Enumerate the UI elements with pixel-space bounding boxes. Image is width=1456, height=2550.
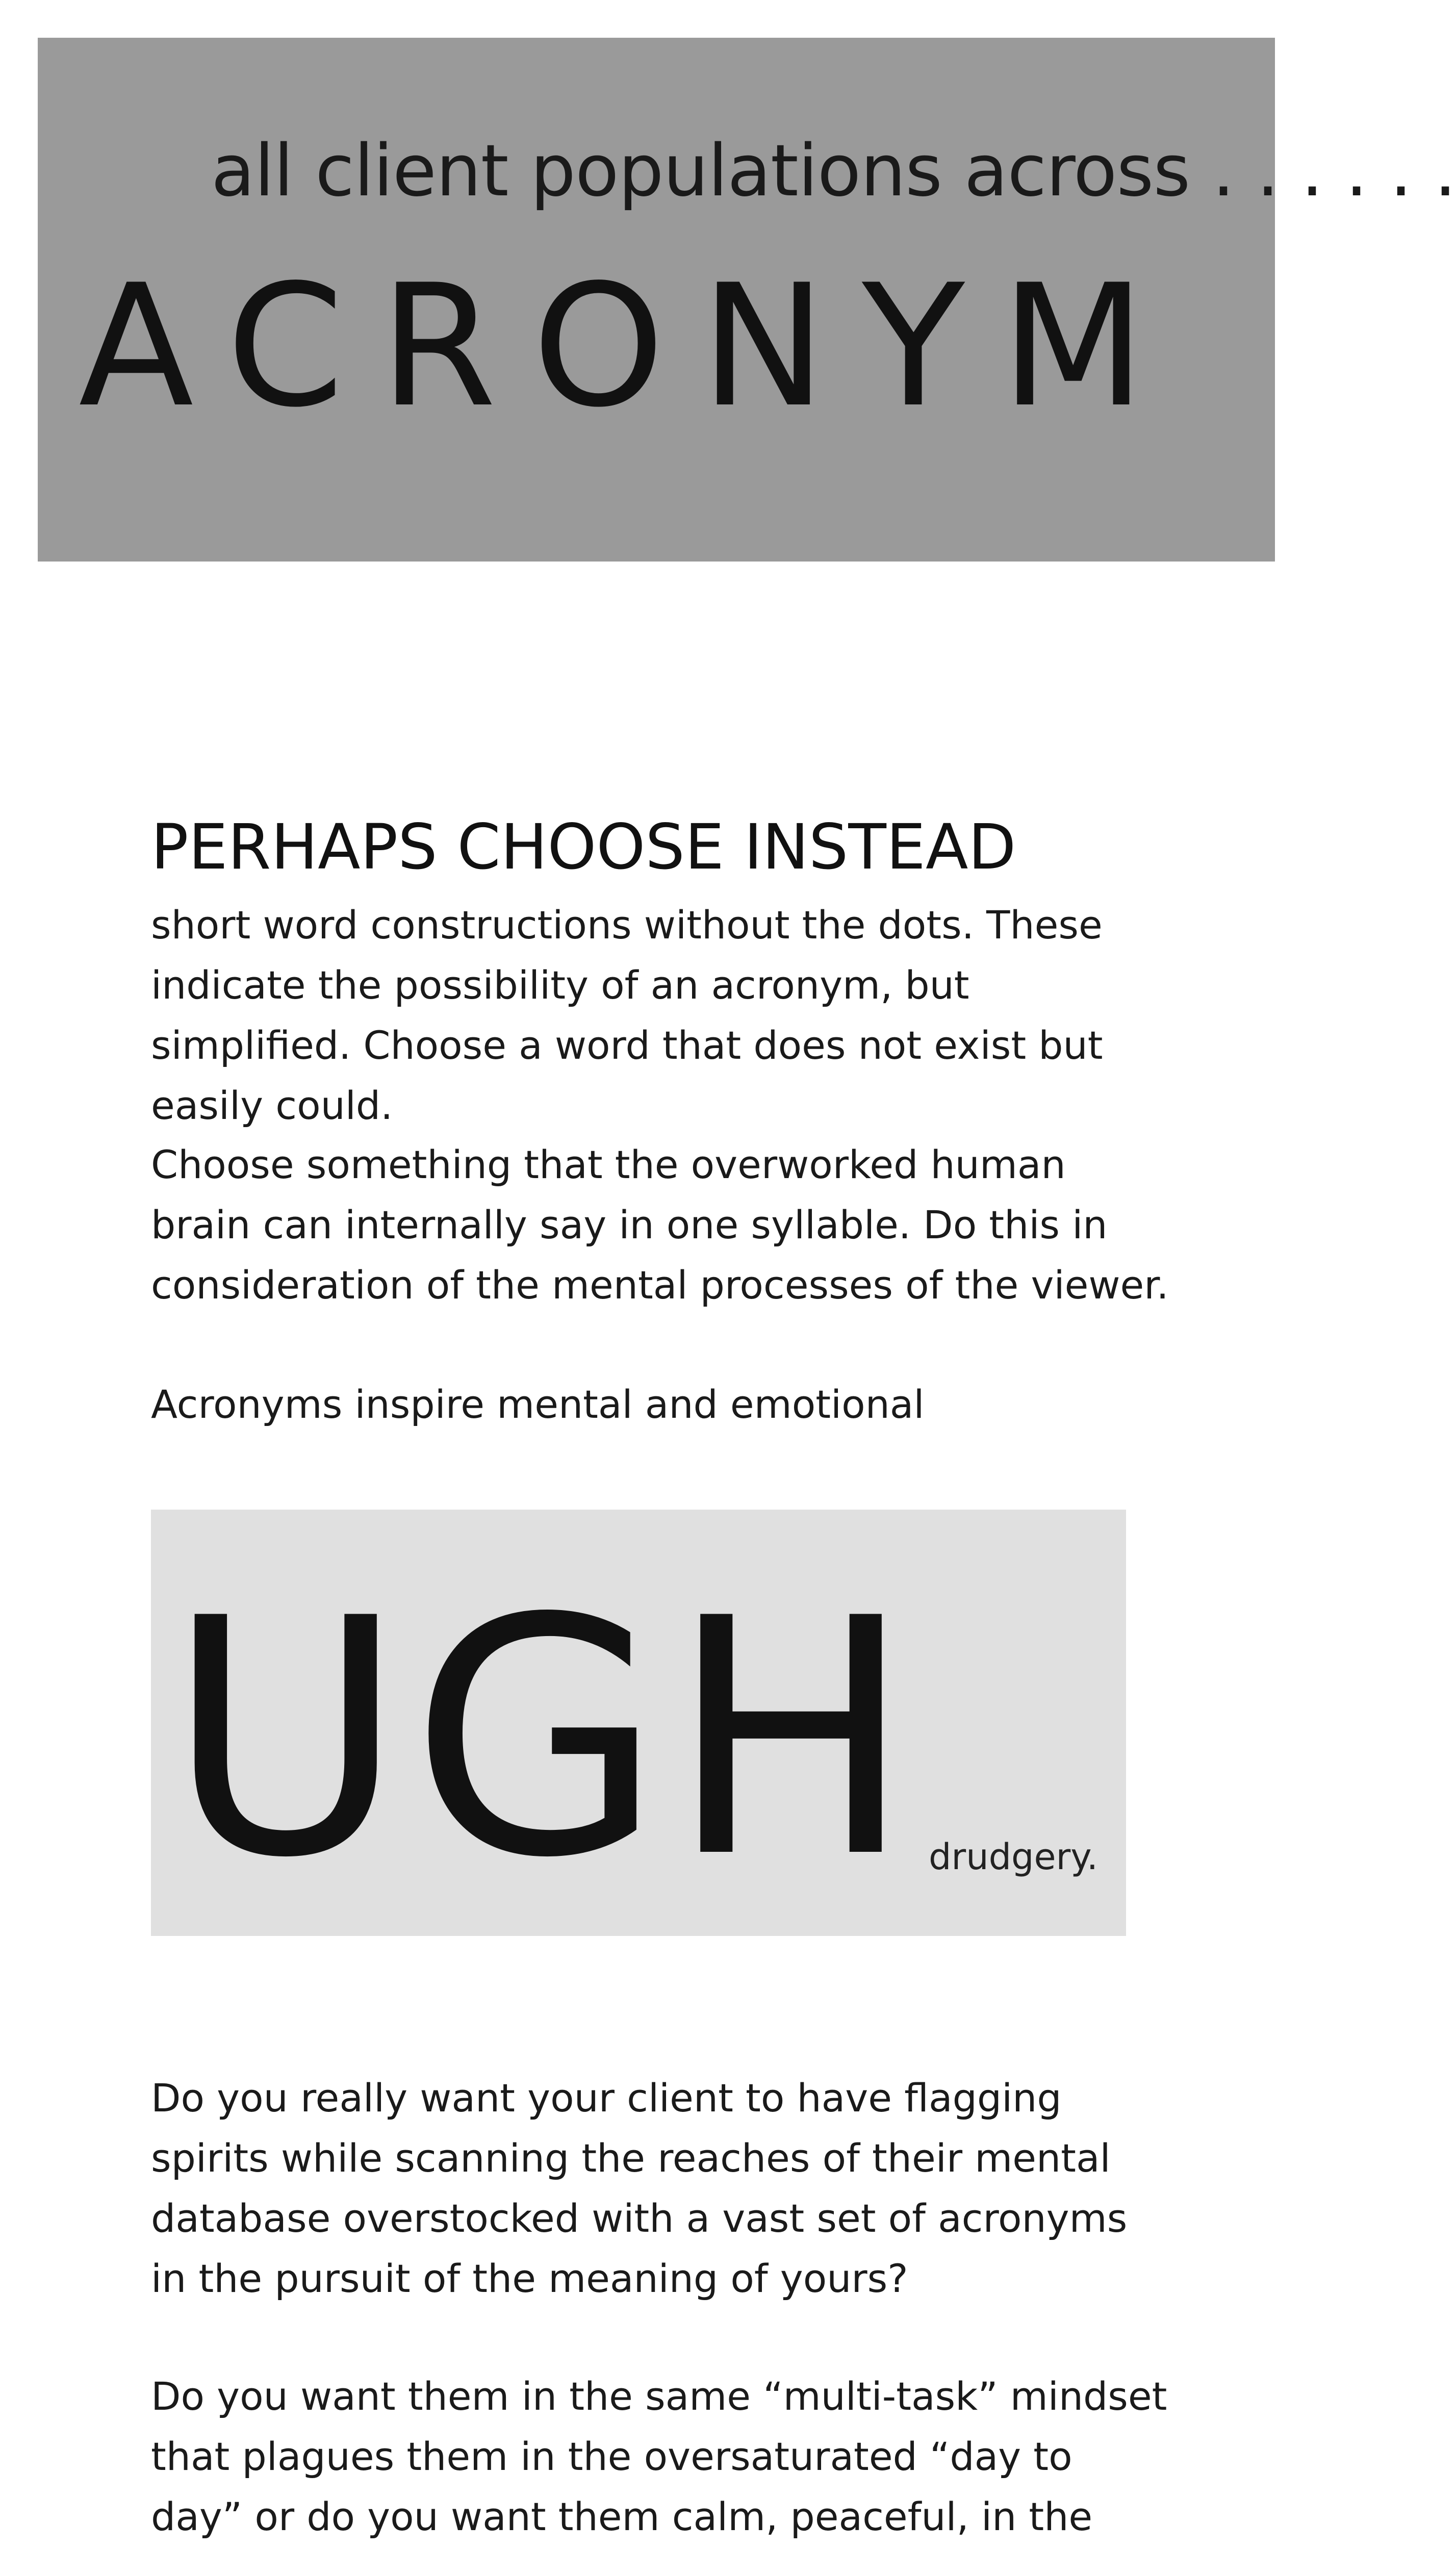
section-heading: PERHAPS CHOOSE INSTEAD bbox=[151, 811, 1016, 883]
callout-note: drudgery. bbox=[929, 1836, 1098, 1878]
header-banner bbox=[38, 38, 1456, 562]
mindset-paragraph: Do you want them in the same “multi-task” mindset that plagues them in the oversaturated “day to day” or do you want them calm, peaceful, in the bbox=[151, 2374, 1167, 2539]
question-paragraph: Do you really want your client to have flagging spirits while scanning the reaches of their mental database overstocked with a vast set of acronyms in the pursuit of the meaning of yours? bbox=[151, 2075, 1128, 2301]
emotion-paragraph: Acronyms inspire mental and emotional bbox=[151, 1382, 925, 1427]
banner-tagline: all client populations across . . . . . . bbox=[211, 130, 1456, 213]
callout-word: UGH bbox=[166, 1549, 919, 1929]
intro-paragraph: short word constructions without the dots. These indicate the possibility of an acronym, but simplified. Choose a word that does not exist but easily could. bbox=[151, 902, 1103, 1128]
banner-title: ACRONYM bbox=[79, 248, 1182, 444]
callout-box bbox=[151, 1510, 1126, 1936]
syllable-paragraph: Choose something that the overworked human brain can internally say in one syllable. Do this in consideration of the mental processes of the viewer. bbox=[151, 1142, 1169, 1308]
